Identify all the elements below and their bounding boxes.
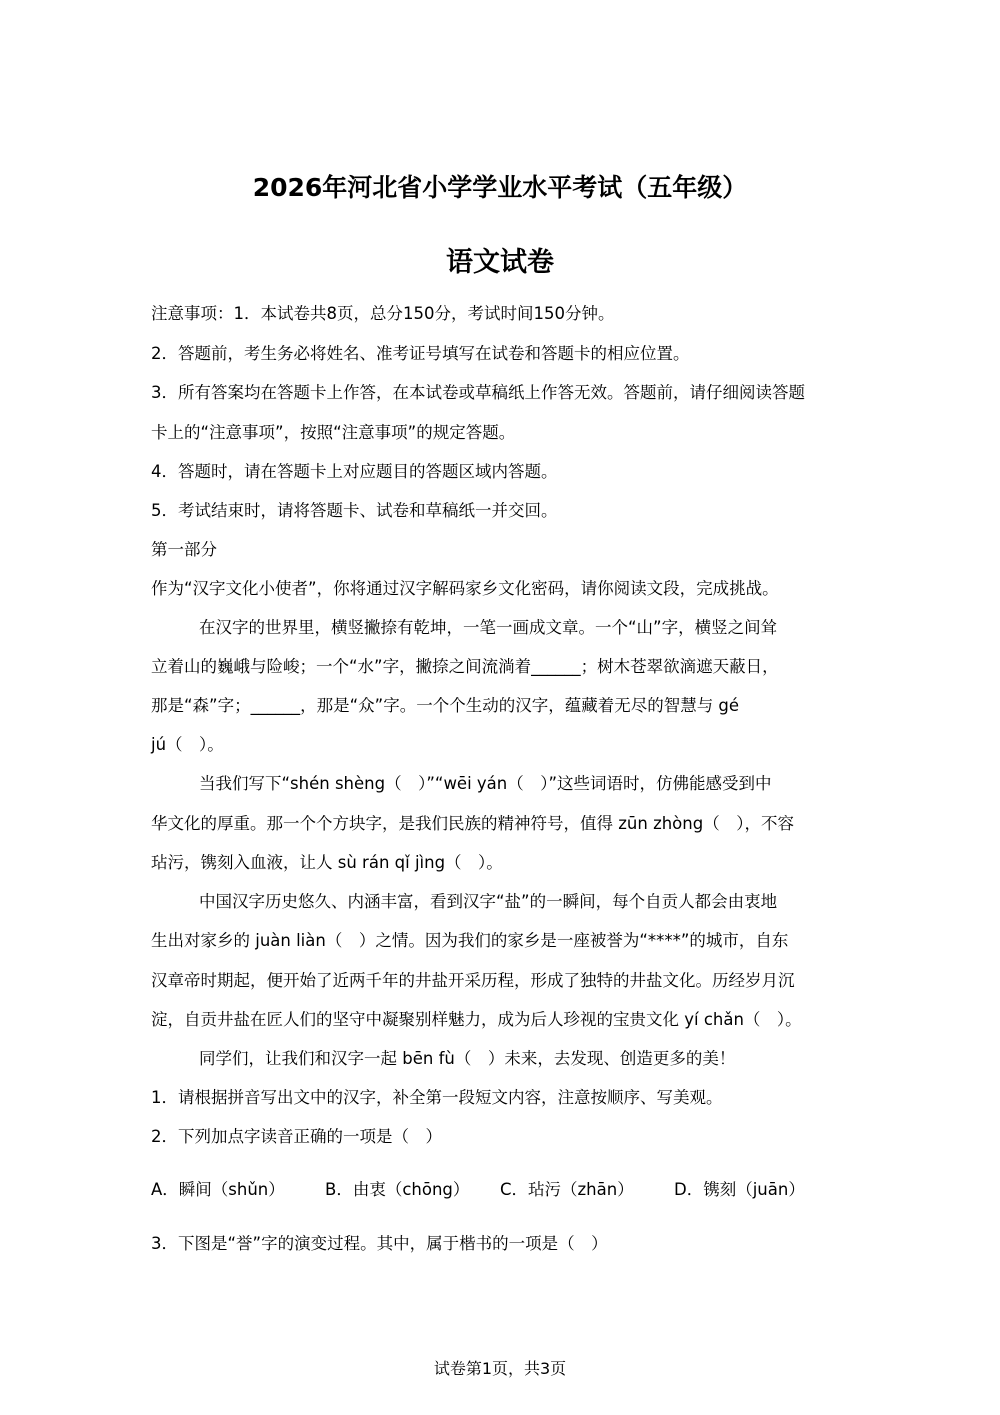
question-2: 2．下列加点字读音正确的一项是（ ） [151,1127,442,1146]
notes-line-6: 5．考试结束时，请将答题卡、试卷和草稿纸一并交回。 [151,501,558,520]
question-2-options [151,1176,851,1202]
question-3: 3．下图是“誉”字的演变过程。其中，属于楷书的一项是（ ） [151,1234,608,1253]
exam-subtitle: 语文试卷 [446,247,554,278]
option-c[interactable]: C．玷污（zhān） [500,1180,634,1199]
passage-line: 华文化的厚重。那一个个方块字，是我们民族的精神符号，值得 zūn zhòng（ ），不容 [151,814,794,833]
passage-line: 生出对家乡的 juàn liàn（ ）之情。因为我们的家乡是一座被誉为“****”的城市，自东 [151,931,789,950]
passage-line: jú（ ）。 [151,735,224,754]
passage-line: 汉章帝时期起，便开始了近两千年的井盐开采历程，形成了独特的井盐文化。历经岁月沉 [151,971,795,990]
page-number: 试卷第1页，共3页 [433,1359,567,1378]
notes-line-3: 3．所有答案均在答题卡上作答，在本试卷或草稿纸上作答无效。答题前，请仔细阅读答题 [151,383,805,402]
option-d[interactable]: D．镌刻（juān） [674,1180,805,1199]
option-a[interactable]: A．瞬间（shǔn） [151,1180,285,1199]
passage-line: 在汉字的世界里，横竖撇捺有乾坤，一笔一画成文章。一个“山”字，横竖之间耸 [199,618,778,637]
section-intro: 作为“汉字文化小使者”，你将通过汉字解码家乡文化密码，请你阅读文段，完成挑战。 [151,579,779,598]
exam-title: 2026年河北省小学学业水平考试（五年级） [252,173,748,202]
passage-line: 立着山的巍峨与险峻；一个“水”字，撇捺之间流淌着______；树木苍翠欲滴遮天蔽日， [151,657,779,676]
section-heading: 第一部分 [151,540,217,559]
passage-line: 淀，自贡井盐在匠人们的坚守中凝聚别样魅力，成为后人珍视的宝贵文化 yí chǎn（ ）。 [151,1010,802,1029]
notes-line-4: 卡上的“注意事项”，按照“注意事项”的规定答题。 [151,423,516,442]
notes-line-5: 4．答题时，请在答题卡上对应题目的答题区域内答题。 [151,462,558,481]
option-b[interactable]: B．由衷（chōng） [325,1180,470,1199]
passage-line: 中国汉字历史悠久、内涵丰富，看到汉字“盐”的一瞬间，每个自贡人都会由衷地 [199,892,778,911]
notes-line-1: 注意事项：1．本试卷共8页，总分150分，考试时间150分钟。 [151,304,615,323]
question-1: 1．请根据拼音写出文中的汉字，补全第一段短文内容，注意按顺序、写美观。 [151,1088,723,1107]
passage-line: 那是“森”字；______，那是“众”字。一个个生动的汉字，蕴藏着无尽的智慧与 gé [151,696,740,715]
passage-line: 当我们写下“shén shèng（ ）”“wēi yán（ ）”这些词语时，仿佛能感受到中 [199,774,772,793]
notes-line-2: 2．答题前，考生务必将姓名、准考证号填写在试卷和答题卡的相应位置。 [151,344,690,363]
passage-line: 玷污，镌刻入血液，让人 sù rán qǐ jìng（ ）。 [151,853,503,872]
passage-line: 同学们，让我们和汉字一起 bēn fù（ ）未来，去发现、创造更多的美！ [199,1049,736,1068]
